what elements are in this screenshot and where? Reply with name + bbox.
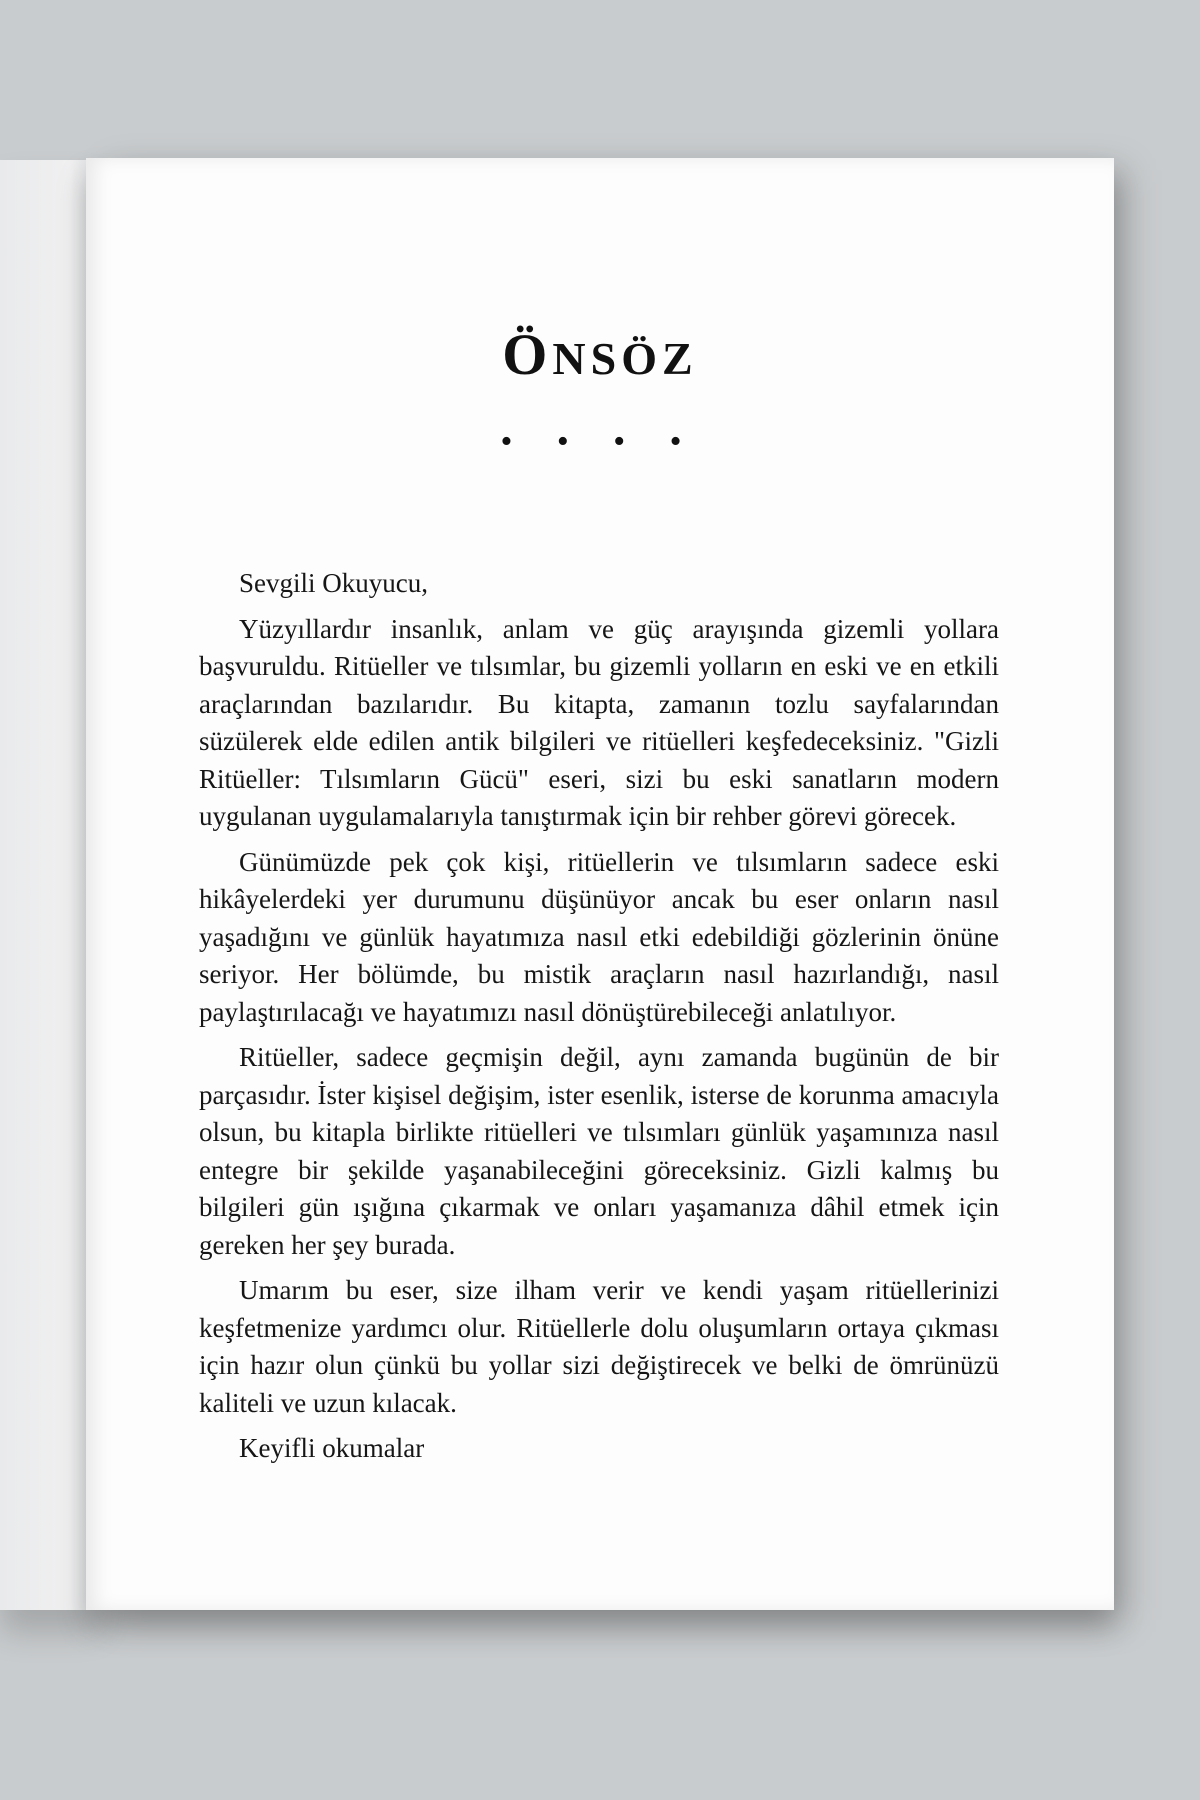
paragraph-3: Ritüeller, sadece geçmişin değil, aynı zamanda bugünün de bir parçasıdır. İster kişisel değişim, ister esenlik, isterse de korunma amacıyla olsun, bu kitapla birlikte ritüelleri ve tılsımları günlük yaşamınıza nasıl entegre bir şekilde yaşanabileceğini göreceksiniz. Gizli kalmış bu bilgileri gün ışığına çıkarmak ve onları yaşamanıza dâhil etmek için gereken her şey burada. [199,1042,999,1260]
paragraph-gap [199,1031,999,1039]
paragraph-gap [199,1264,999,1272]
salutation: Sevgili Okuyucu, [239,568,428,598]
page-body [199,565,999,1468]
paragraph-4: Umarım bu eser, size ilham verir ve kendi yaşam ritüellerinizi keşfetmenize yardımcı olur. Ritüellerle dolu oluşumların ortaya çıkması için hazır olun çünkü bu yollar sizi değiştirecek ve belki de ömrünüzü kaliteli ve uzun kılacak. [199,1275,999,1418]
left-page-edge [0,160,100,1610]
closing: Keyifli okumalar [239,1433,425,1463]
paragraph-gap [199,603,999,611]
page-title: ÖNSÖZ [502,322,698,387]
paragraph-1: Yüzyıllardır insanlık, anlam ve güç arayışında gizemli yollara başvuruldu. Ritüeller ve tılsımlar, bu gizemli yolların en eski ve en etkili araçlarından bazılarıdır. Bu kitapta, zamanın tozlu sayfalarından süzülerek elde edilen antik bilgileri ve ritüelleri keşfedeceksiniz. "Gizli Ritüeller: Tılsımların Gücü" eseri, sizi bu eski sanatların modern uygulanan uygulamalarıyla tanıştırmak için bir rehber görevi görecek. [199,613,999,831]
title-ornament: • • • • [500,423,700,460]
paragraph-gap [199,836,999,844]
paragraph-2: Günümüzde pek çok kişi, ritüellerin ve tılsımların sadece eski hikâyelerdeki yer durumunu düşünüyor ancak bu eser onların nasıl yaşadığını ve günlük hayatımıza nasıl etki edebildiği gözlerinin önüne seriyor. Her bölümde, bu mistik araçların nasıl hazırlandığı, nasıl paylaştırılacağı ve hayatımızı nasıl dönüştürebileceği anlatılıyor. [199,846,999,1027]
book-page [86,158,1114,1610]
paragraph-gap [199,1422,999,1430]
